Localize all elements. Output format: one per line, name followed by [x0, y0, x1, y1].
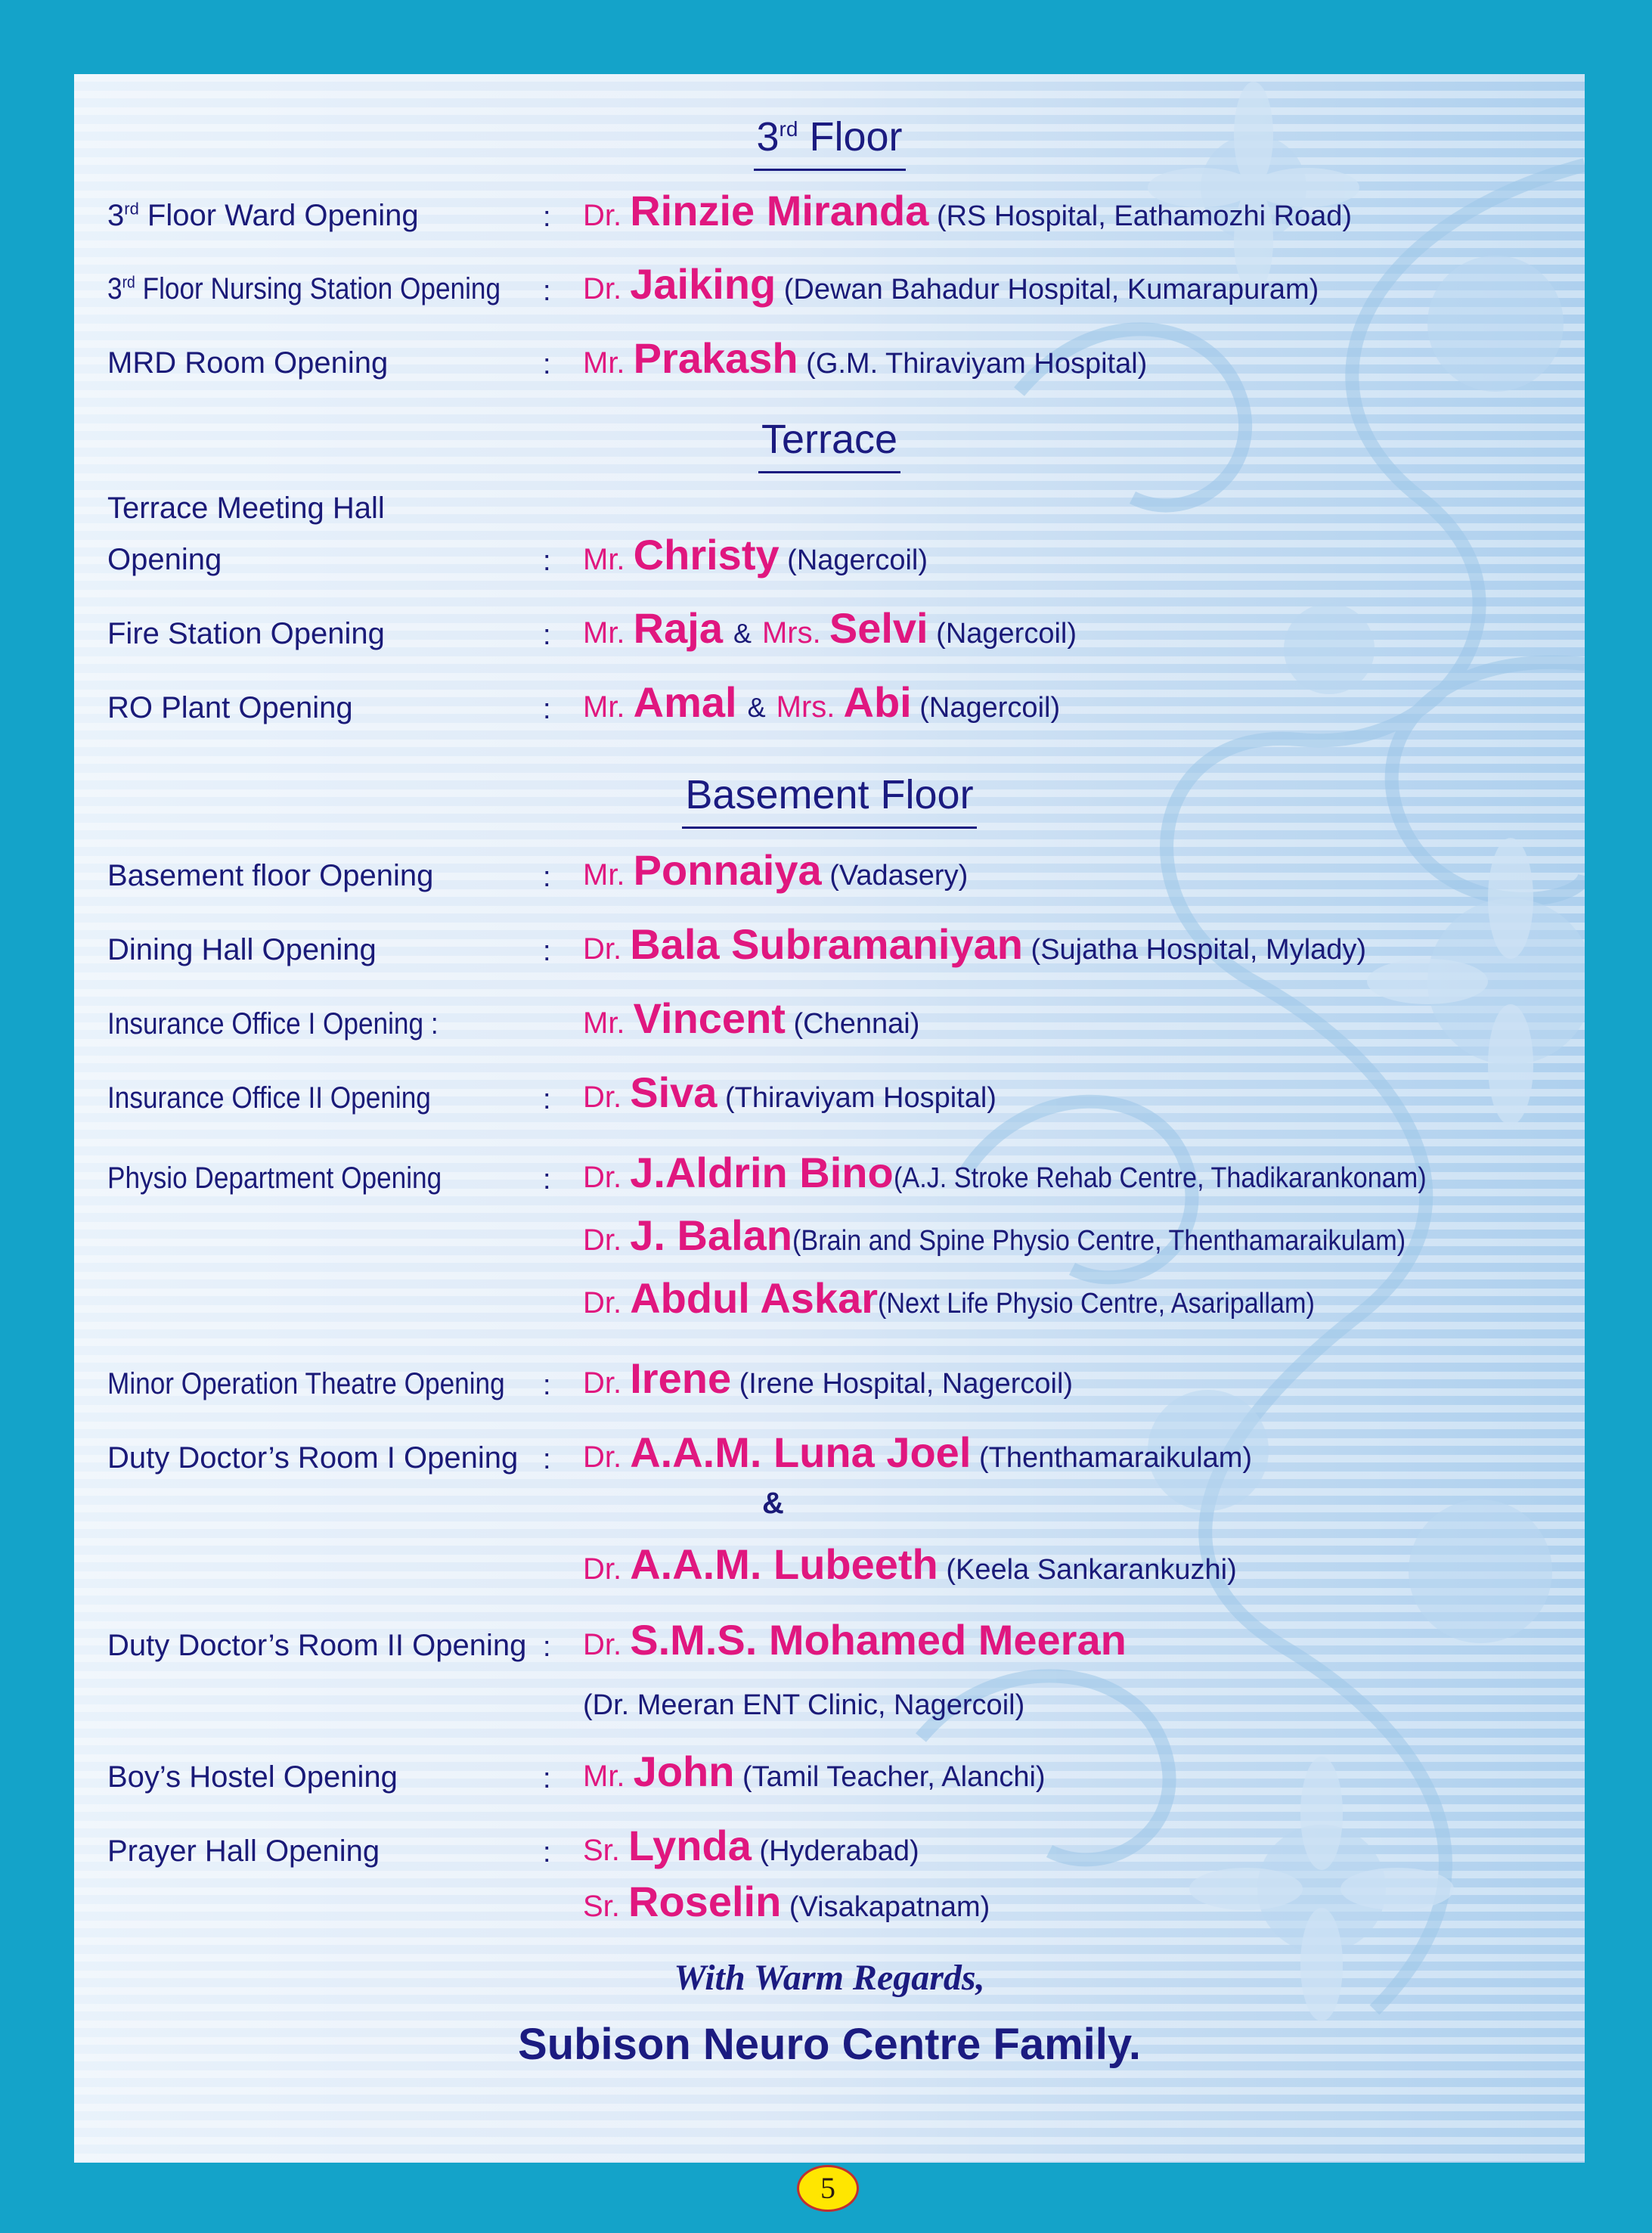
entry-row: Dr. J. Balan(Brain and Spine Physio Centre, Thenthamaraikulam) [583, 1211, 1406, 1259]
label-terrace-meeting-hall: Terrace Meeting Hall [107, 492, 385, 525]
label-terrace-opening: Opening [107, 543, 222, 576]
colon: : [543, 1369, 551, 1401]
section-heading-terrace: Terrace [74, 416, 1585, 463]
page-number-badge: 5 [797, 2165, 859, 2212]
colon: : [543, 1164, 551, 1196]
closing-regards: With Warm Regards, [674, 1958, 985, 1998]
entry-row: Dr. Siva (Thiraviyam Hospital) [583, 1068, 996, 1116]
colon: : [543, 275, 551, 307]
label-ro-plant: RO Plant Opening [107, 691, 353, 724]
colon: : [543, 545, 551, 577]
entry-row: Dr. Abdul Askar(Next Life Physio Centre, Asaripallam) [583, 1274, 1315, 1322]
label-boys-hostel: Boy’s Hostel Opening [107, 1760, 398, 1794]
section-heading-basement-floor: Basement Floor [74, 771, 1585, 818]
colon: : [543, 1763, 551, 1794]
label-3rd-floor-ward: 3rd Floor Ward Opening [107, 199, 419, 232]
colon: : [543, 861, 551, 893]
label-nursing-station: 3rd Floor Nursing Station Opening [107, 272, 501, 305]
label-fire-station: Fire Station Opening [107, 617, 385, 650]
colon: : [543, 619, 551, 651]
entry-row: Mr. Vincent (Chennai) [583, 994, 920, 1042]
entry-row: Dr. A.A.M. Lubeeth (Keela Sankarankuzhi) [583, 1540, 1237, 1588]
label-dining-hall: Dining Hall Opening [107, 933, 377, 966]
label-insurance-office-2: Insurance Office II Opening [107, 1081, 431, 1115]
colon: : [543, 349, 551, 380]
entry-row: Sr. Lynda (Hyderabad) [583, 1822, 919, 1869]
ampersand: & [762, 1487, 784, 1520]
label-basement-floor: Basement floor Opening [107, 859, 434, 892]
entry-row: Mr. Amal & Mrs. Abi (Nagercoil) [583, 678, 1061, 726]
label-prayer-hall: Prayer Hall Opening [107, 1834, 380, 1868]
entry-row: Dr. Rinzie Miranda (RS Hospital, Eathamozhi Road) [583, 187, 1353, 234]
entry-row: (Dr. Meeran ENT Clinic, Nagercoil) [583, 1689, 1025, 1721]
label-physio-department: Physio Department Opening [107, 1161, 442, 1195]
colon: : [543, 1837, 551, 1869]
colon: : [543, 1084, 551, 1115]
entry-row: Dr. A.A.M. Luna Joel (Thenthamaraikulam) [583, 1428, 1253, 1476]
entry-row: Dr. J.Aldrin Bino(A.J. Stroke Rehab Centre, Thadikarankonam) [583, 1149, 1427, 1196]
entry-row: Dr. Bala Subramaniyan (Sujatha Hospital, Mylady) [583, 920, 1367, 968]
colon: : [543, 1631, 551, 1663]
closing-family: Subison Neuro Centre Family. [518, 2020, 1141, 2069]
entry-row: Mr. John (Tamil Teacher, Alanchi) [583, 1748, 1046, 1795]
colon: : [543, 201, 551, 233]
label-insurance-office-1: Insurance Office I Opening : [107, 1007, 439, 1041]
colon: : [543, 935, 551, 967]
colon: : [543, 693, 551, 725]
entry-row: Dr. S.M.S. Mohamed Meeran [583, 1616, 1127, 1664]
label-mrd-room: MRD Room Opening [107, 346, 389, 380]
label-duty-doctor-room-2: Duty Doctor’s Room II Opening [107, 1629, 527, 1662]
entry-row: Dr. Irene (Irene Hospital, Nagercoil) [583, 1354, 1074, 1402]
entry-row: Mr. Prakash (G.M. Thiraviyam Hospital) [583, 334, 1148, 382]
label-duty-doctor-room-1: Duty Doctor’s Room I Opening [107, 1441, 519, 1475]
invitation-page [74, 74, 1585, 2163]
colon: : [543, 1444, 551, 1475]
section-heading-3rd-floor: 3rd Floor [74, 113, 1585, 160]
entry-row: Mr. Ponnaiya (Vadasery) [583, 846, 969, 894]
entry-row: Sr. Roselin (Visakapatnam) [583, 1878, 990, 1925]
entry-row: Mr. Raja & Mrs. Selvi (Nagercoil) [583, 604, 1077, 652]
entry-row: Mr. Christy (Nagercoil) [583, 531, 928, 578]
entry-row: Dr. Jaiking (Dewan Bahadur Hospital, Kumarapuram) [583, 260, 1319, 308]
label-minor-operation-theatre: Minor Operation Theatre Opening [107, 1367, 505, 1400]
